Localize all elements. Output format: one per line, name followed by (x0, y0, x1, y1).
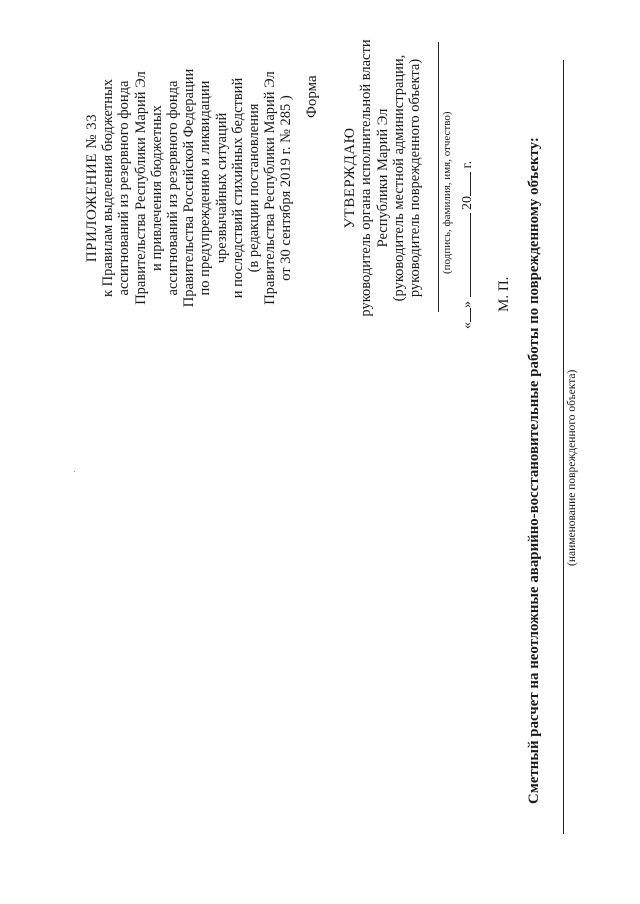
appendix-line: по предупреждению и ликвидации (197, 80, 214, 296)
object-name-caption: (наименование поврежденного объекта) (566, 369, 578, 566)
form-label: Форма (304, 75, 320, 118)
approval-block (342, 8, 423, 348)
month-blank (458, 214, 471, 298)
stamp-place-label: М. П. (496, 276, 512, 312)
scan-speck (74, 471, 75, 472)
day-blank (458, 308, 471, 322)
appendix-line: ассигнований из резервного фонда (116, 80, 133, 296)
appendix-line: ассигнований из резервного фонда (165, 80, 182, 296)
appendix-block (84, 8, 295, 368)
object-name-line (563, 60, 564, 834)
appendix-line: чрезвычайных ситуаций (213, 112, 230, 264)
appendix-line: Правительства Республики Марий Эл (132, 71, 149, 305)
appendix-title: ПРИЛОЖЕНИЕ № 33 (84, 113, 100, 263)
approval-line: Республики Марий Эл (374, 108, 391, 248)
approval-line: (руководитель местной администрации, (390, 54, 407, 302)
approval-line: руководитель поврежденного объекта) (407, 58, 424, 298)
year-prefix: 20 (460, 196, 475, 210)
document-title: Сметный расчет на неотложные аварийно-восстановительные работы по поврежденному объекту: (526, 137, 542, 804)
appendix-line: к Правилам выделения бюджетных (100, 79, 117, 297)
appendix-line: и последствий стихийных бедствий (229, 77, 246, 299)
year-suffix: г. (460, 160, 475, 169)
approval-line: руководитель органа исполнительной власти (358, 39, 375, 317)
date-close-quote: » (460, 301, 475, 308)
date-row (458, 161, 476, 329)
date-open-quote: « (460, 322, 475, 329)
approval-title: УТВЕРЖДАЮ (342, 127, 358, 229)
signature-caption: (подпись, фамилия, имя, отчество) (441, 111, 453, 274)
appendix-line: от 30 сентября 2019 г. № 285 ) (278, 95, 295, 281)
appendix-line: и привлечения бюджетных (148, 105, 165, 271)
year-blank (458, 172, 471, 196)
appendix-line: (в редакции постановления (246, 103, 263, 273)
appendix-line: Правительства Российской Федерации (181, 68, 198, 308)
signature-line (438, 42, 439, 312)
appendix-line: Правительства Республики Марий Эл (262, 71, 279, 305)
